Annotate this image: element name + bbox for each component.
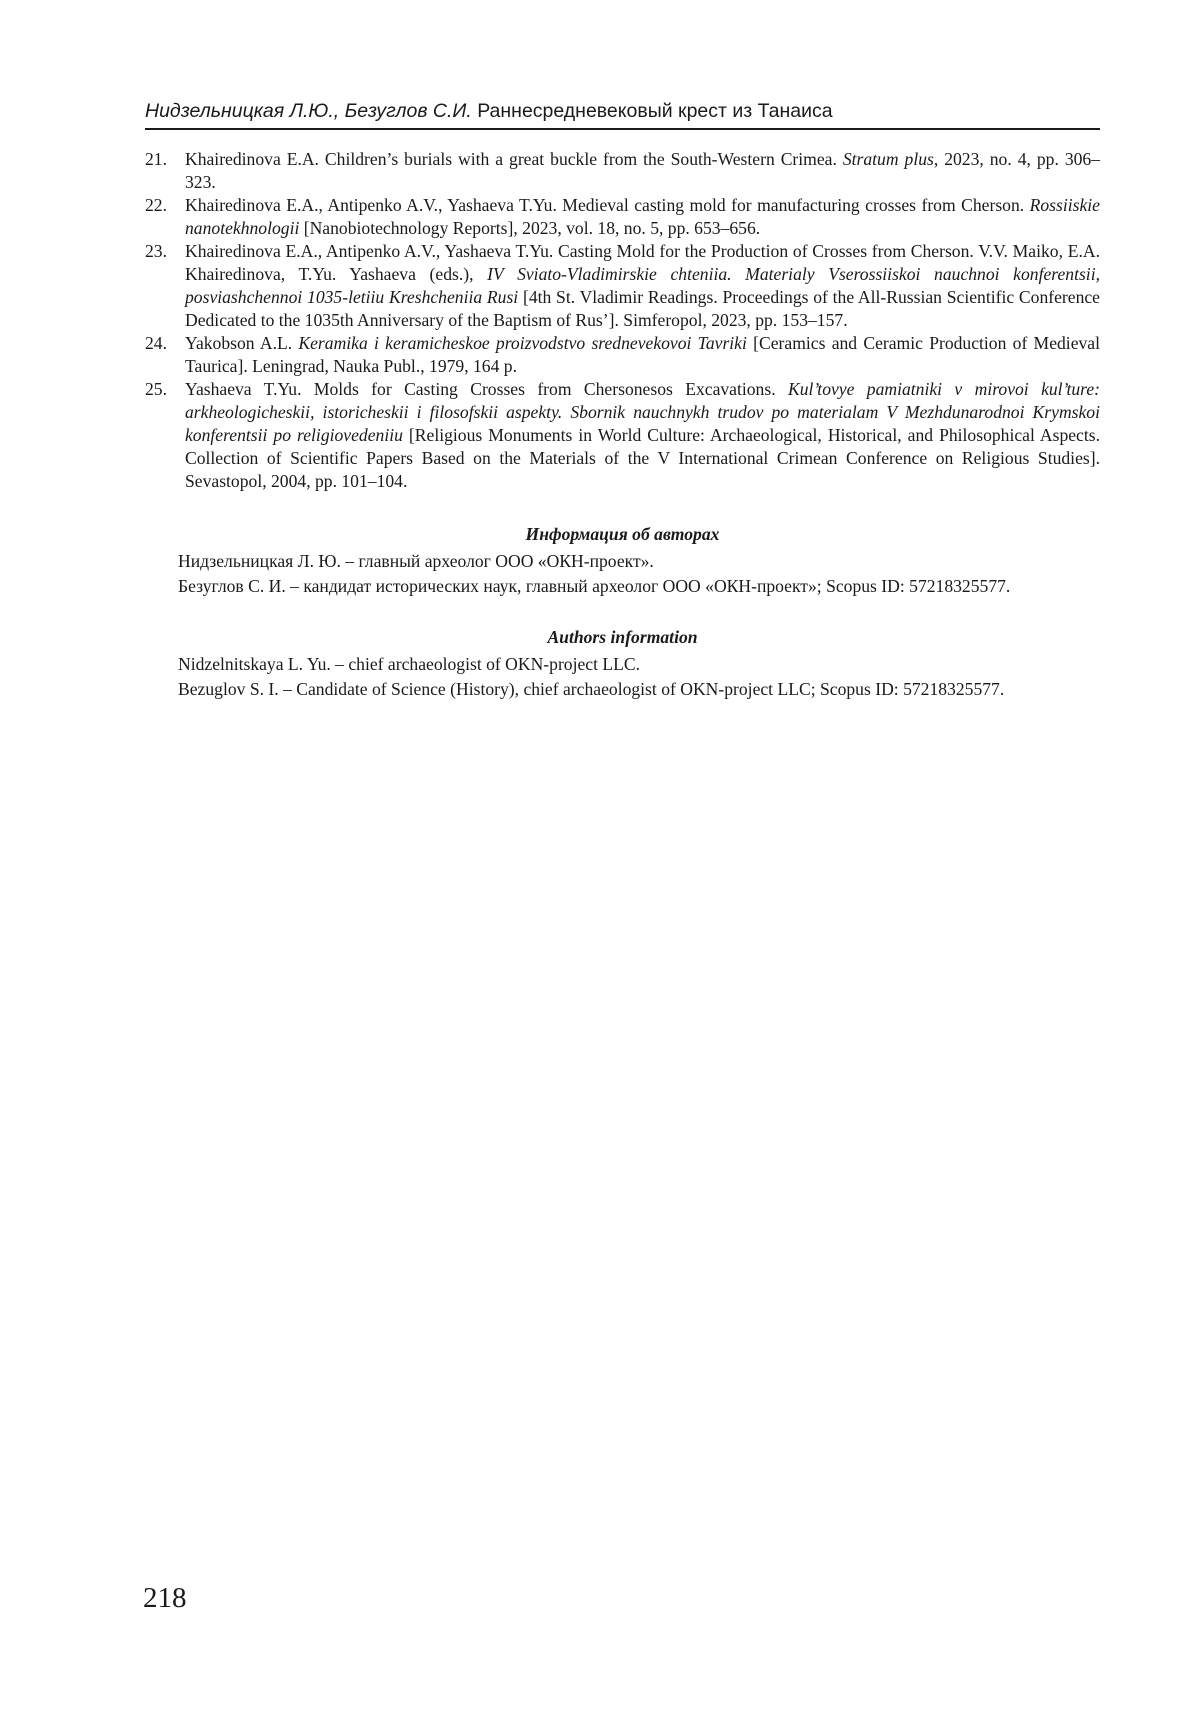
reference-text: Khairedinova E.A., Antipenko A.V., Yashaeva T.Yu. Casting Mold for the Production of Crosses from Cherson. V.V. Maiko, E.A. Khairedinova, T.Yu. Yashaeva (eds.), [185,241,1100,284]
reference-text: [Nanobiotechnology Reports], 2023, vol. 18, no. 5, pp. 653–656. [299,218,761,238]
reference-text: [Religious Monuments in World Culture: Archaeological, Historical, and Philosophical Aspects. Collection of Scientific Papers Based on the Materials of the V International Crimean Conference on Religious Studies]. Sevastopol, 2004, pp. 101–104. [185,425,1101,491]
reference-item [145,240,1100,332]
page-number: 218 [143,1582,187,1614]
reference-number: 25. [145,379,167,399]
reference-italic-title: Stratum plus [842,149,934,169]
reference-number: 24. [145,333,167,353]
running-header [145,98,1100,130]
reference-number: 22. [145,195,167,215]
authors-heading-en: Authors information [547,627,698,647]
author-entry-en: Bezuglov S. I. – Candidate of Science (History), chief archaeologist of OKN-project LLC; Scopus ID: 57218325577. [178,679,1005,699]
reference-text: [4th St. Vladimir Readings. Proceedings of the All-Russian Scientific Conference Dedicated to the 1035th Anniversary of the Baptism of Rus’]. Simferopol, 2023, pp. 153–157. [185,287,1100,330]
reference-item [145,194,1100,240]
author-entry-ru: Безуглов С. И. – кандидат исторических наук, главный археолог ООО «ОКН-проект»; Scopus ID: 57218325577. [178,576,1011,596]
author-entry-ru: Нидзельницкая Л. Ю. – главный археолог ООО «ОКН-проект». [178,551,654,571]
reference-text: [Ceramics and Ceramic Production of Medieval Taurica]. Leningrad, Nauka Publ., 1979, 164 p. [185,333,1100,376]
reference-number: 23. [145,241,167,261]
author-entry-en: Nidzelnitskaya L. Yu. – chief archaeologist of OKN-project LLC. [178,654,641,674]
reference-item [145,378,1100,493]
reference-italic-title: Keramika i keramicheskoe proizvodstvo srednevekovoi Tavriki [298,333,747,353]
reference-item [145,332,1100,378]
reference-text: Yakobson A.L. [185,333,299,353]
authors-heading-ru: Информация об авторах [525,524,720,544]
header-authors: Нидзельницкая Л.Ю., Безуглов С.И. [145,100,472,122]
reference-text: Khairedinova E.A. Children’s burials with a great buckle from the South-Western Crimea. [185,149,843,169]
reference-text: Yashaeva T.Yu. Molds for Casting Crosses from Chersonesos Excavations. [185,379,788,399]
reference-italic-title: IV Sviato-Vladimirskie chteniia. Materialy Vserossiiskoi nauchnoi konferentsii, posviashchennoi 1035-letiiu Kreshcheniia Rusi [185,264,1100,307]
reference-italic-title: Rossiiskie nanotekhnologii [185,195,1100,238]
reference-text: , 2023, no. 4, pp. 306–323. [185,149,1101,192]
reference-list [145,148,1100,493]
page-body [145,98,1100,701]
reference-text: Khairedinova E.A., Antipenko A.V., Yashaeva T.Yu. Medieval casting mold for manufacturing crosses from Cherson. [185,195,1030,215]
header-title: Раннесредневековый крест из Танаиса [477,100,833,122]
reference-italic-title: Kul’tovye pamiatniki v mirovoi kul’ture: arkheologicheskii, istoricheskii i filosofskii aspekty. Sbornik nauchnykh trudov po materialam V Mezhdunarodnoi Krymskoi konferentsii po religiovedeniiu [185,379,1101,445]
reference-item [145,148,1100,194]
reference-number: 21. [145,149,167,169]
